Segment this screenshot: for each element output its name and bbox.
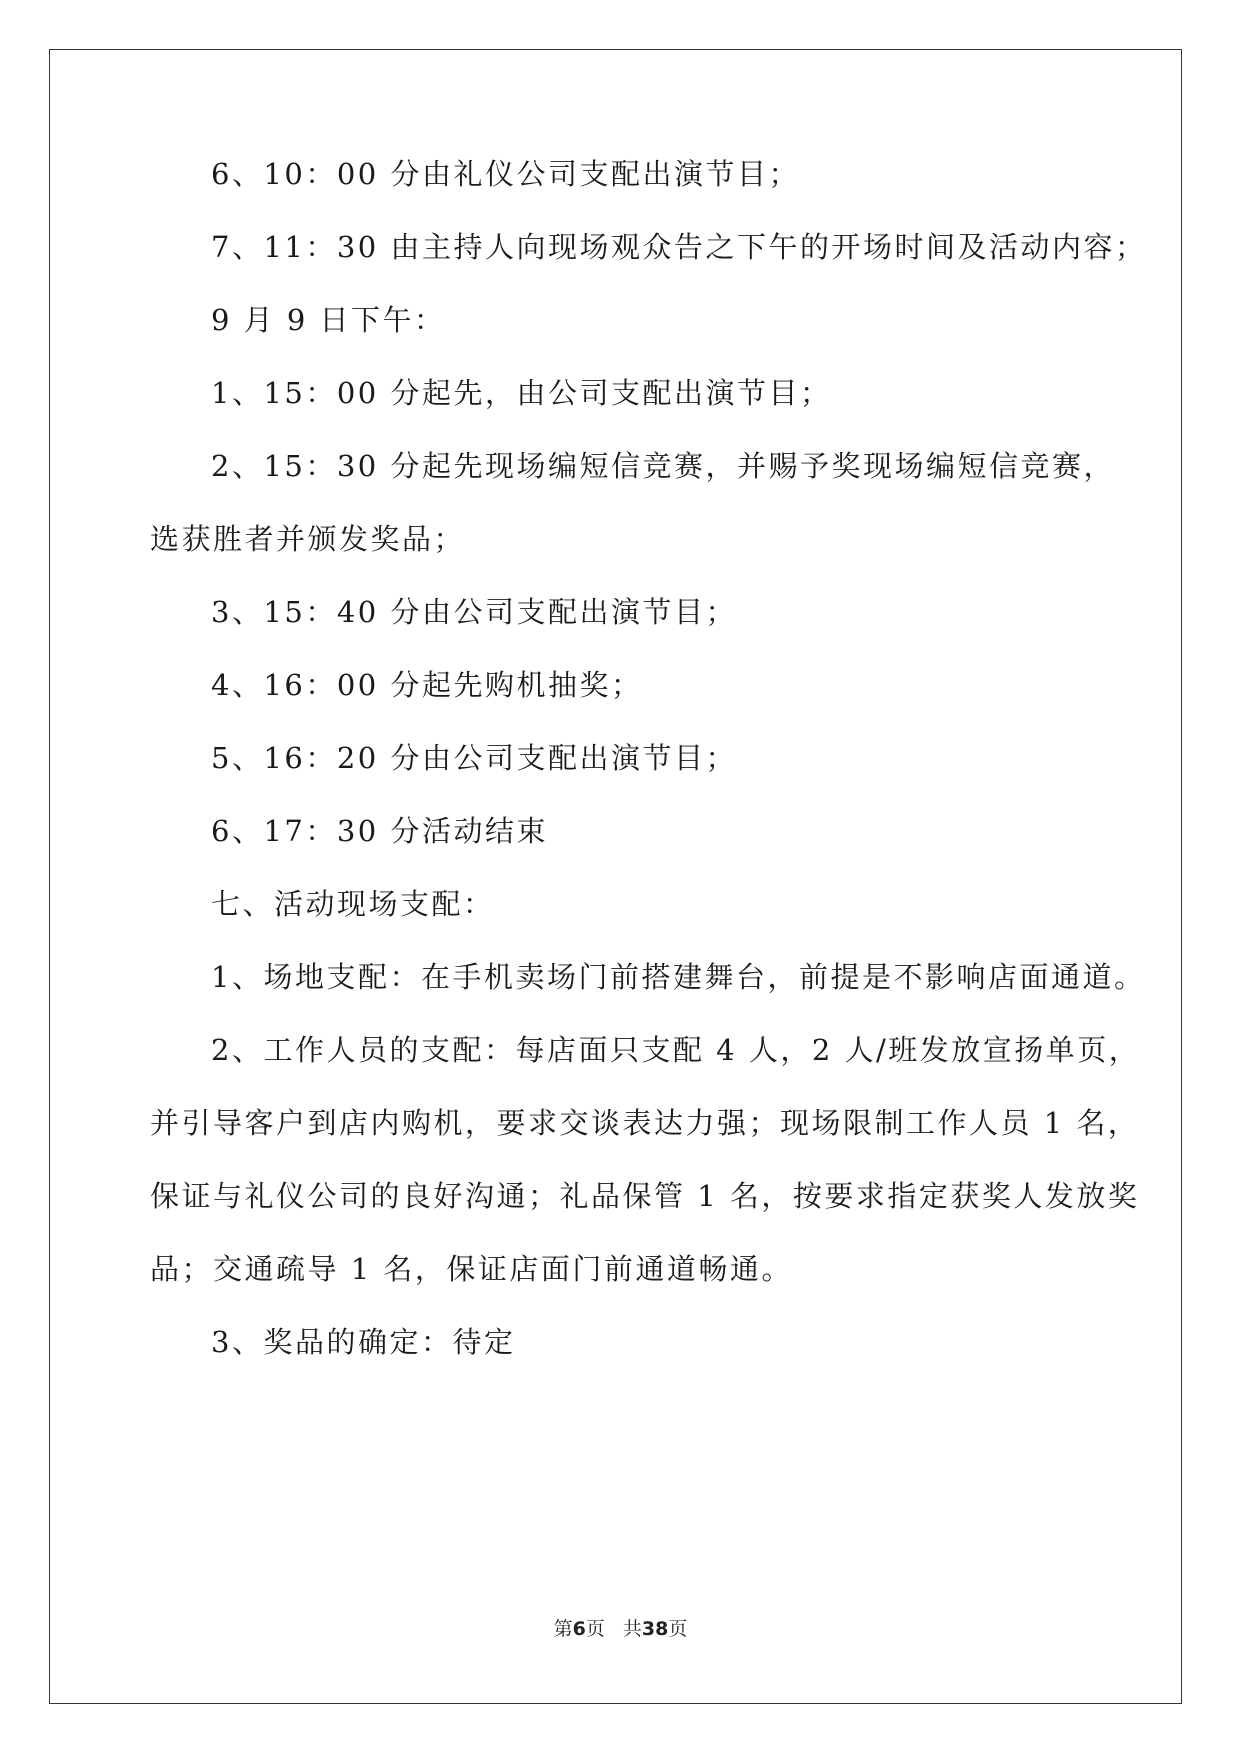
paragraph-line: 2、15：30 分起先现场编短信竞赛，并赐予奖现场编短信竞赛， bbox=[211, 449, 1115, 483]
footer-total-suffix: 页 bbox=[668, 1618, 688, 1640]
paragraph-line: 3、奖品的确定：待定 bbox=[211, 1325, 516, 1359]
page-border bbox=[49, 49, 1182, 1704]
paragraph-line: 4、16：00 分起先购机抽奖； bbox=[211, 668, 643, 702]
section-heading: 七、活动现场支配： bbox=[211, 887, 495, 921]
paragraph-line: 保证与礼仪公司的良好沟通；礼品保管 1 名，按要求指定获奖人发放奖 bbox=[150, 1179, 1140, 1213]
paragraph-line: 1、15：00 分起先，由公司支配出演节目； bbox=[211, 376, 832, 410]
paragraph-line: 9 月 9 日下午： bbox=[211, 303, 446, 337]
paragraph-line: 品；交通疏导 1 名，保证店面门前通道畅通。 bbox=[150, 1252, 793, 1286]
paragraph-line: 并引导客户到店内购机，要求交谈表达力强；现场限制工作人员 1 名， bbox=[150, 1106, 1140, 1140]
footer-prefix: 第 bbox=[553, 1618, 573, 1640]
paragraph-line: 选获胜者并颁发奖品； bbox=[150, 522, 466, 556]
footer-total-pages: 38 bbox=[641, 1618, 669, 1640]
paragraph-line: 3、15：40 分由公司支配出演节目； bbox=[211, 595, 737, 629]
paragraph-line: 6、17：30 分活动结束 bbox=[211, 814, 548, 848]
footer-total-prefix: 共 bbox=[622, 1618, 642, 1640]
paragraph-line: 7、11：30 由主持人向现场观众告之下午的开场时间及活动内容； bbox=[211, 230, 1147, 264]
paragraph-line: 6、10：00 分由礼仪公司支配出演节目； bbox=[211, 157, 800, 191]
paragraph-line: 2、工作人员的支配：每店面只支配 4 人，2 人/班发放宣扬单页， bbox=[211, 1033, 1141, 1067]
paragraph-line: 1、场地支配：在手机卖场门前搭建舞台，前提是不影响店面通道。 bbox=[211, 960, 1146, 994]
page-footer bbox=[0, 1614, 1241, 1641]
paragraph-line: 5、16：20 分由公司支配出演节目； bbox=[211, 741, 737, 775]
footer-current-page: 6 bbox=[572, 1618, 586, 1640]
footer-page-word: 页 bbox=[585, 1618, 605, 1640]
